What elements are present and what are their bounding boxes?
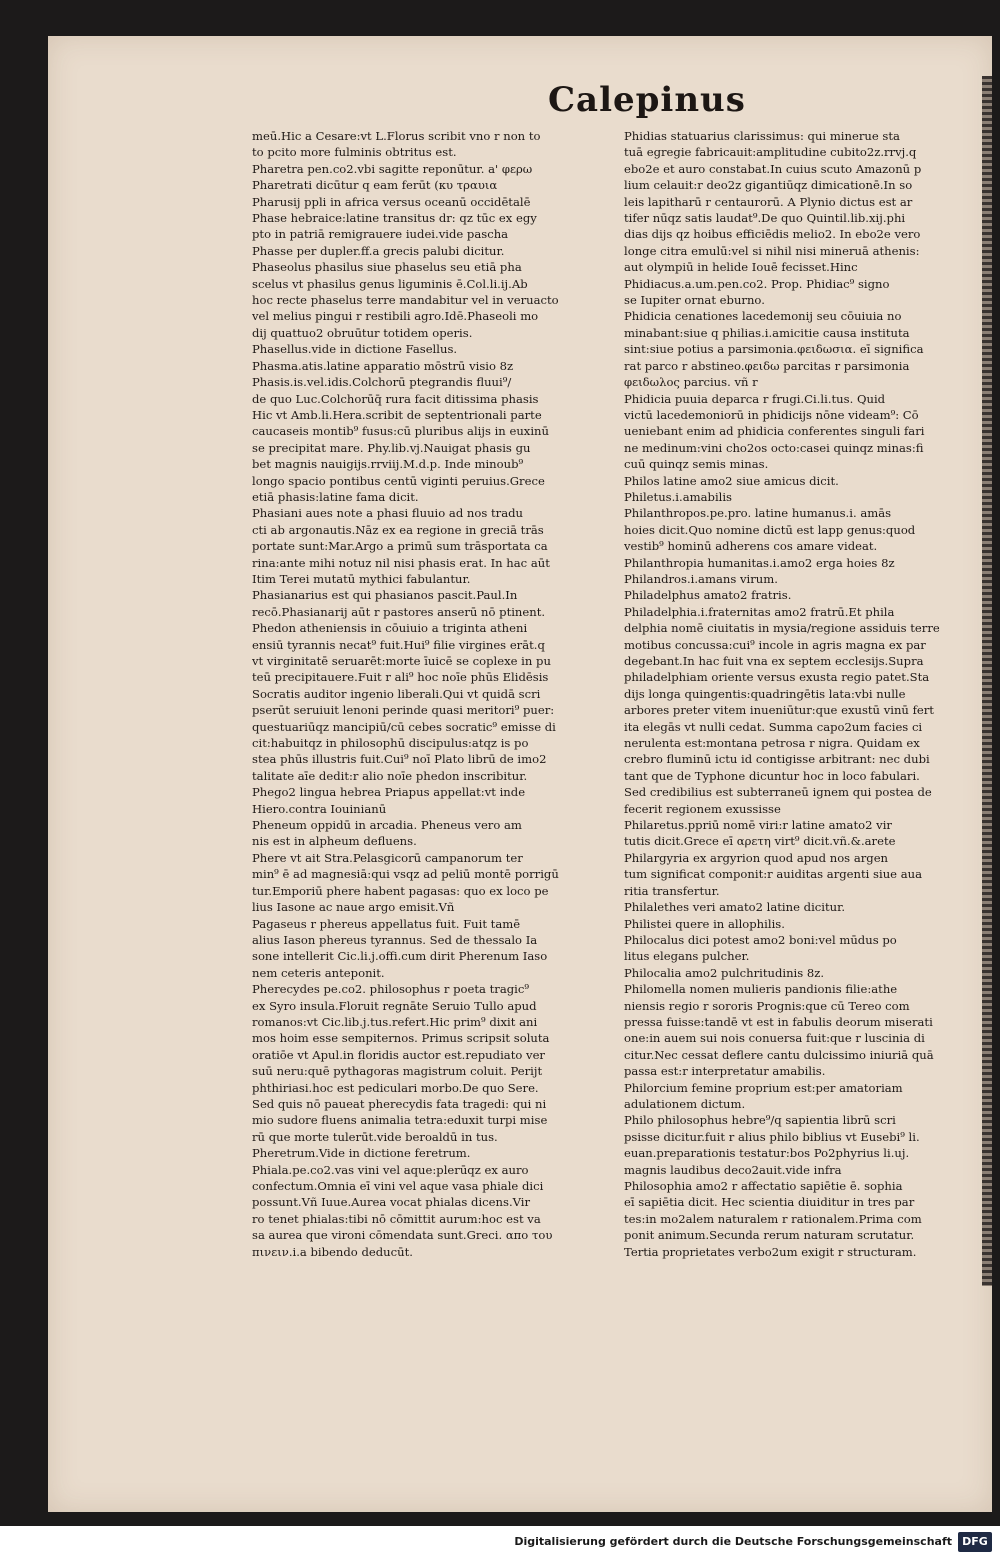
text-line: meū.Hic a Cesare:vt L.Florus scribit vno r non to xyxy=(252,129,541,143)
text-line: Phere vt ait Stra.Pelasgicorū campanorum ter xyxy=(252,850,523,865)
text-line: ita elegās vt nulli cedat. Summa capo2um facies ci xyxy=(624,719,923,734)
text-line: Philalethes veri amato2 latine dicitur. xyxy=(624,900,846,915)
text-line: tum significat componit:r auiditas argenti siue aua xyxy=(624,867,923,882)
text-line: Itim Terei mutatū mythici fabulantur. xyxy=(252,571,471,586)
text-line: phthiriasi.hoc est pediculari morbo.De quo Sere. xyxy=(252,1080,539,1095)
text-line: oratiōe vt Apul.in floridis auctor est.repudiato ver xyxy=(252,1047,545,1062)
text-line: cti ab argonautis.Nāz ex ea regione in greciā trās xyxy=(252,522,544,537)
text-line: ueniebant enim ad phidicia conferentes singuli fari xyxy=(624,424,925,439)
text-line: victū lacedemoniorū in phidicijs nōne videam⁹: Cō xyxy=(624,407,919,422)
text-line: Pharetra pen.co2.vbi sagitte reponūtur. a' φερω xyxy=(252,161,533,176)
text-line: Phasiani aues note a phasi fluuio ad nos tradu xyxy=(252,506,524,521)
text-line: ro tenet phialas:tibi nō cōmittit aurum:hoc est va xyxy=(252,1211,541,1226)
text-line: Philanthropia humanitas.i.amo2 erga hoies 8z xyxy=(624,555,895,570)
text-line: hoc recte phaselus terre mandabitur vel in veruacto xyxy=(252,293,559,308)
text-line: rat parco r abstineo.φειδω parcitas r parsimonia xyxy=(624,358,910,373)
text-line: sa aurea que vironi cōmendata sunt.Greci. απο του xyxy=(252,1228,553,1243)
text-line: recō.Phasianarij aūt r pastores anserū nō ptinent. xyxy=(252,604,546,619)
text-line: Philaretus.ppriū nomē viri:r latine amato2 vir xyxy=(624,818,892,833)
text-line: nem ceteris anteponit. xyxy=(252,965,385,980)
text-line: nis est in alpheum defluens. xyxy=(252,834,417,849)
text-line: Phasellus.vide in dictione Fasellus. xyxy=(252,342,458,357)
text-line: Pherecydes pe.co2. philosophus r poeta tragic⁹ xyxy=(252,982,530,997)
text-line: Philetus.i.amabilis xyxy=(624,489,733,504)
text-line: scelus vt phasilus genus liguminis ē.Col.li.ij.Ab xyxy=(252,276,528,291)
text-line: ex Syro insula.Floruit regnāte Seruio Tullo apud xyxy=(252,998,537,1013)
text-line: Hiero.contra Iouinianū xyxy=(252,801,387,816)
text-line: pressa fuisse:tandē vt est in fabulis deorum miserati xyxy=(624,1014,933,1029)
right-column xyxy=(624,128,990,1260)
text-line: Philocalus dici potest amo2 boni:vel mūdus po xyxy=(624,932,897,947)
text-line: tutis dicit.Grece eī αρετη virt⁹ dicit.vñ.&.arete xyxy=(624,834,896,849)
text-line: delphia nomē ciuitatis in mysia/regione assiduis terre xyxy=(624,621,940,636)
text-line: Phego2 lingua hebrea Priapus appellat:vt inde xyxy=(252,785,526,800)
text-line: Pheretrum.Vide in dictione feretrum. xyxy=(252,1146,471,1161)
text-line: longo spacio pontibus centū viginti peruius.Grece xyxy=(252,473,545,488)
text-line: euan.preparationis testatur:bos Po2phyrius li.uj. xyxy=(624,1146,910,1161)
text-line: cit:habuitqz in philosophū discipulus:atqz is po xyxy=(252,736,529,751)
text-line: Sed credibilius est subterraneū ignem qui postea de xyxy=(624,785,932,800)
text-line: Socratis auditor ingenio liberali.Qui vt quidā scri xyxy=(252,686,541,701)
text-line: magnis laudibus deco2auit.vide infra xyxy=(624,1162,842,1177)
text-line: vel melius pingui r restibili agro.Idē.Phaseoli mo xyxy=(252,309,539,324)
text-line: psisse dicitur.fuit r alius philo biblius vt Eusebi⁹ li. xyxy=(624,1129,920,1144)
text-line: πινειν.i.a bibendo deducūt. xyxy=(252,1244,413,1259)
text-line: Philos latine amo2 siue amicus dicit. xyxy=(624,473,839,488)
text-line: aut olympiū in helide Iouē fecisset.Hinc xyxy=(624,260,858,275)
text-line: lium celauit:r deo2z gigantiūqz dimicationē.In so xyxy=(624,178,913,193)
text-line: Phasse per dupler.ff.a grecis palubi dicitur. xyxy=(252,243,505,258)
text-line: alius Iason phereus tyrannus. Sed de thessalo Ia xyxy=(252,932,538,947)
text-line: Phidias statuarius clarissimus: qui minerue sta xyxy=(624,129,900,143)
text-line: dijs longa quingentis:quadringētis lata:vbi nulle xyxy=(624,686,906,701)
text-line: etiā phasis:latine fama dicit. xyxy=(252,489,419,504)
text-line: possunt.Vñ Iuue.Aurea vocat phialas dicens.Vir xyxy=(252,1195,531,1210)
text-line: tes:in mo2alem naturalem r rationalem.Prima com xyxy=(624,1211,922,1226)
text-line: dias dijs qz hoibus efficiēdis melio2. In ebo2e vero xyxy=(624,227,921,242)
text-line: lius Iasone ac naue argo emisit.Vñ xyxy=(252,900,455,915)
text-line: Phase hebraice:latine transitus dr: qz tūc ex egy xyxy=(252,211,537,226)
text-line: Phasianarius est qui phasianos pascit.Paul.In xyxy=(252,588,518,603)
text-line: Phedon atheniensis in cōuiuio a triginta atheni xyxy=(252,621,528,636)
text-line: degebant.In hac fuit vna ex septem ecclesijs.Supra xyxy=(624,654,924,668)
text-line: ensiū tyrannis necat⁹ fuit.Hui⁹ filie virgines erāt.q xyxy=(252,637,545,652)
text-line: Pagaseus r phereus appellatus fuit. Fuit tamē xyxy=(252,916,521,931)
text-line: crebro fluminū ictu id contigisse arbitrant: nec dubi xyxy=(624,752,930,767)
text-line: Philargyria ex argyrion quod apud nos argen xyxy=(624,850,889,865)
text-line: suū neru:quē pythagoras magistrum coluit. Perijt xyxy=(252,1064,543,1079)
text-line: pto in patriā remigrauere iudei.vide pascha xyxy=(252,227,509,242)
text-line: Phasma.atis.latine apparatio mōstrū visio 8z xyxy=(252,358,514,373)
text-line: leis lapitharū r centaurorū. A Plynio dictus est ar xyxy=(624,194,913,209)
text-line: ponit animum.Secunda rerum naturam scrutatur. xyxy=(624,1228,915,1243)
text-line: niensis regio r sororis Prognis:que cū Tereo com xyxy=(624,998,910,1013)
text-line: Pharusij ppli in africa versus oceanū occidētalē xyxy=(252,194,531,209)
text-line: Philomella nomen mulieris pandionis filie:athe xyxy=(624,982,898,997)
text-line: longe citra emulū:vel si nihil nisi mineruā athenis: xyxy=(624,243,920,258)
text-line: Pharetrati dicūtur q eam ferūt (κυ τραυια xyxy=(252,178,498,193)
text-line: Sed quis nō paueat pherecydis fata tragedi: qui ni xyxy=(252,1096,547,1111)
text-line: rina:ante mihi notuz nil nisi phasis erat. In hac aūt xyxy=(252,555,550,570)
text-line: Philosophia amo2 r affectatio sapiētie ē. sophia xyxy=(624,1179,903,1193)
running-header: Calepinus xyxy=(548,80,746,120)
text-line: nerulenta est:montana petrosa r nigra. Quidam ex xyxy=(624,736,920,751)
text-line: minabant:siue q philias.i.amicitie causa instituta xyxy=(624,325,910,340)
text-line: Philanthropos.pe.pro. latine humanus.i. amās xyxy=(624,506,892,521)
text-line: Pheneum oppidū in arcadia. Pheneus vero am xyxy=(252,818,522,833)
text-line: questuariūqz mancipiū/cū cebes socratic⁹ emisse di xyxy=(252,719,556,734)
text-line: Phiala.pe.co2.vas vini vel aque:plerūqz ex auro xyxy=(252,1162,529,1177)
text-line: citur.Nec cessat deflere cantu dulcissimo iniuriā quā xyxy=(624,1047,934,1062)
text-line: caucaseis montib⁹ fusus:cū pluribus alijs in euxinū xyxy=(252,424,549,439)
text-line: hoies dicit.Quo nomine dictū est lapp genus:quod xyxy=(624,522,916,537)
text-line: tuā egregie fabricauit:amplitudine cubito2z.rrvj.q xyxy=(624,145,917,160)
text-line: one:in auem sui nois conuersa fuit:que r luscinia di xyxy=(624,1031,925,1046)
text-line: bet magnis nauigijs.rrviij.M.d.p. Inde minoub⁹ xyxy=(252,457,524,472)
text-line: tifer nūqz satis laudat⁹.De quo Quintil.lib.xij.phi xyxy=(624,211,906,226)
footer-bar xyxy=(0,1526,1000,1558)
text-line: ebo2e et auro constabat.In cuius scuto Amazonū p xyxy=(624,161,922,176)
text-line: ritia transfertur. xyxy=(624,883,720,898)
text-line: min⁹ ē ad magnesiā:qui vsqz ad peliū montē porrigū xyxy=(252,867,559,882)
text-line: sint:siue potius a parsimonia.φειδωσια. eī significa xyxy=(624,342,924,357)
text-line: Phasis.is.vel.idis.Colchorū ptegrandis fluui⁹/ xyxy=(252,375,512,390)
footer-credit: Digitalisierung gefördert durch die Deutsche Forschungsgemeinschaft xyxy=(514,1535,952,1548)
text-line: motibus concussa:cui⁹ incole in agris magna ex par xyxy=(624,637,926,652)
text-line: se Iupiter ornat eburno. xyxy=(624,293,765,308)
text-line: se precipitat mare. Phy.lib.vj.Nauigat phasis gu xyxy=(252,440,531,455)
text-line: mio sudore fluens animalia tetra:eduxit turpi mise xyxy=(252,1113,548,1128)
left-column xyxy=(252,128,606,1260)
dfg-logo: DFG xyxy=(958,1532,992,1552)
text-line: adulationem dictum. xyxy=(624,1096,746,1111)
text-line: Philocalia amo2 pulchritudinis 8z. xyxy=(624,965,825,980)
text-line: vestib⁹ hominū adherens cos amare videat. xyxy=(624,539,878,554)
text-line: vt virginitatē seruarēt:morte īuicē se coplexe in pu xyxy=(252,654,551,668)
text-line: de quo Luc.Colchorūq̄ rura facit ditissima phasis xyxy=(252,391,539,406)
text-line: passa est:r interpretatur amabilis. xyxy=(624,1064,826,1079)
text-line: tant que de Typhone dicuntur hoc in loco fabulari. xyxy=(624,768,920,783)
text-line: to pcito more fulminis obtritus est. xyxy=(252,145,457,160)
text-line: Philistei quere in allophilis. xyxy=(624,916,785,931)
text-line: Philorcium femine proprium est:per amatoriam xyxy=(624,1080,903,1095)
text-line: cuū quinqz semis minas. xyxy=(624,457,769,472)
text-line: mos hoim esse sempiternos. Primus scripsit soluta xyxy=(252,1031,550,1046)
text-line: sone intellerit Cic.li.j.offi.cum dirit Pherenum Iaso xyxy=(252,949,548,964)
text-line: Philadelphus amato2 fratris. xyxy=(624,588,792,603)
text-line: arbores preter vitem inueniūtur:que exustū vinū fert xyxy=(624,703,934,718)
text-line: romanos:vt Cic.lib.j.tus.refert.Hic prim⁹ dixit ani xyxy=(252,1014,538,1029)
text-line: φειδωλος parcius. vñ r xyxy=(624,375,758,390)
text-line: tur.Emporiū phere habent pagasas: quo ex loco pe xyxy=(252,883,549,898)
text-line: pserūt seruiuit lenoni perinde quasi meritori⁹ puer: xyxy=(252,703,555,718)
text-line: philadelphiam oriente versus exusta regio patet.Sta xyxy=(624,670,930,685)
text-line: Phaseolus phasilus siue phaselus seu etiā pha xyxy=(252,260,522,275)
text-line: confectum.Omnia eī vini vel aque vasa phiale dici xyxy=(252,1179,544,1193)
text-line: stea phūs illustris fuit.Cui⁹ noī Plato librū de imo2 xyxy=(252,752,547,767)
text-line: dij quattuo2 obruūtur totidem operis. xyxy=(252,325,473,340)
text-line: rū que morte tulerūt.vide beroaldū in tus. xyxy=(252,1129,498,1144)
text-line: Phidiacus.a.um.pen.co2. Prop. Phidiac⁹ signo xyxy=(624,276,890,291)
text-line: teū precipitauere.Fuit r ali⁹ hoc noīe phūs Elidēsis xyxy=(252,670,549,685)
text-line: talitate aīe dedit:r alio noīe phedon inscribitur. xyxy=(252,768,528,783)
text-line: Tertia proprietates verbo2um exigit r structuram. xyxy=(624,1244,917,1259)
text-line: fecerit regionem exussisse xyxy=(624,801,781,816)
text-line: Philandros.i.amans virum. xyxy=(624,571,778,586)
text-line: portate sunt:Mar.Argo a primū sum trāsportata ca xyxy=(252,539,548,554)
text-line: litus elegans pulcher. xyxy=(624,949,750,964)
text-line: ne medinum:vini cho2os octo:casei quinqz minas:fi xyxy=(624,440,924,455)
text-line: Phidicia cenationes lacedemonij seu cōuiuia no xyxy=(624,309,902,324)
text-line: eī sapiētia dicit. Hec scientia diuiditur in tres par xyxy=(624,1195,915,1210)
text-line: Hic vt Amb.li.Hera.scribit de septentrionali parte xyxy=(252,407,542,422)
text-line: Phidicia puuia deparca r frugi.Ci.li.tus. Quid xyxy=(624,391,886,406)
text-line: Philadelphia.i.fraternitas amo2 fratrū.Et phila xyxy=(624,604,895,619)
text-line: Philo philosophus hebre⁹/q sapientia librū scri xyxy=(624,1113,896,1128)
